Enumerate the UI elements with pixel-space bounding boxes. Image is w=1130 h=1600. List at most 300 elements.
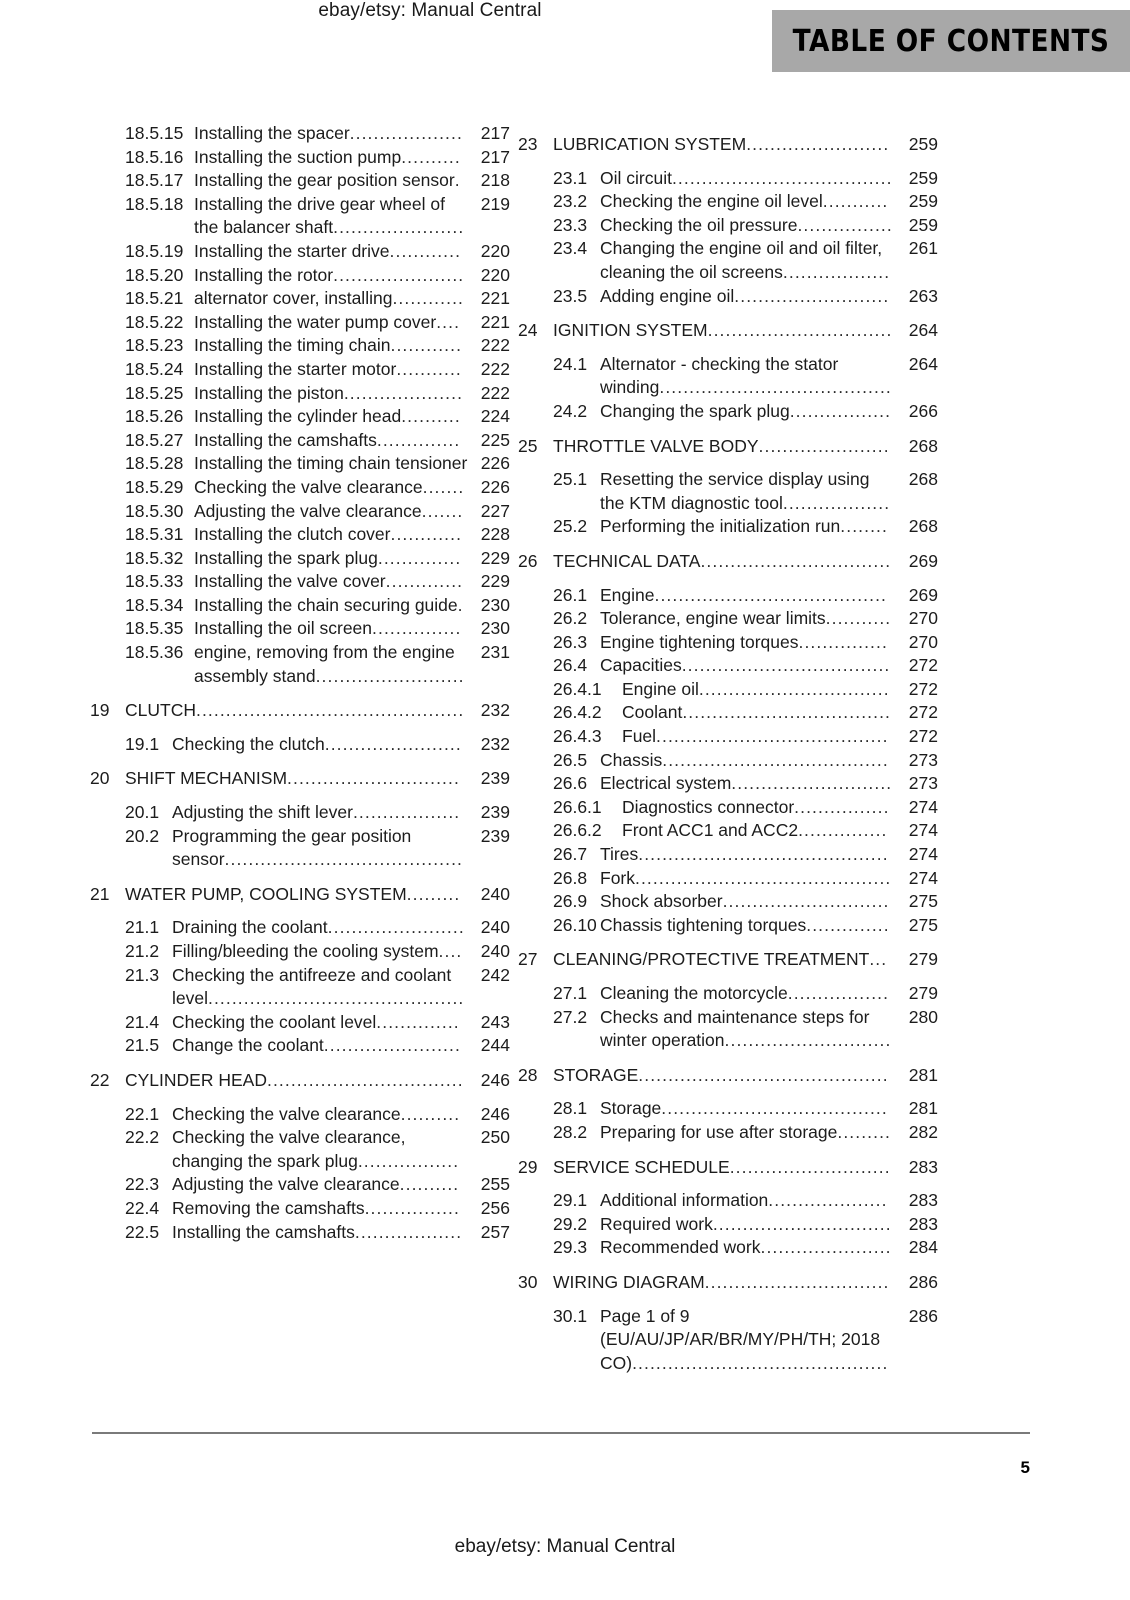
toc-entry-number: 18.5.15 [125,123,184,143]
toc-leader-dots: .......... [401,406,461,427]
toc-entry-page: 217 [480,146,510,167]
toc-entry-number: 24.2 [553,400,588,421]
toc-entry-label: Programming the gear position sensor [172,825,412,870]
toc-leader-dots: .................. [782,261,891,282]
toc-entry-page: 273 [908,749,938,770]
toc-entry-label: Installing the timing chain tensioner [194,453,468,474]
toc-entry[interactable] [90,240,510,264]
toc-entry-label: Installing the spacer [194,123,350,143]
toc-entry[interactable] [90,358,510,382]
toc-entry-label: Chassis [600,749,663,770]
toc-entry-number: 26.8 [553,867,588,888]
toc-entry-number: 22.2 [125,1127,160,1148]
toc-entry-page: 259 [908,167,938,188]
toc-entry-page: 283 [908,1213,938,1234]
toc-entry[interactable] [518,584,938,608]
toc-entry-number: 18.5.25 [125,382,184,403]
toc-entry-label: Installing the spark plug [194,547,378,568]
toc-entry[interactable] [518,1006,938,1053]
toc-leader-dots: ................ [794,796,890,817]
toc-entry-page: 283 [908,1156,938,1177]
toc-entry-page: 275 [908,914,938,935]
toc-leader-dots: ................................ [698,678,890,699]
toc-leader-dots: ........... [825,608,892,629]
toc-leader-dots: ........................................... [208,988,465,1009]
toc-entry-number: 22.4 [125,1197,160,1218]
toc-entry-page: 226 [480,476,510,497]
toc-leader-dots: ................. [789,400,892,421]
toc-entry[interactable] [518,515,938,539]
toc-entry[interactable] [518,319,938,343]
toc-entry-label: IGNITION SYSTEM [553,320,708,341]
toc-entry[interactable] [518,1271,938,1295]
toc-entry[interactable] [518,237,938,284]
toc-entry-number: 21.1 [125,917,160,938]
toc-leader-dots: .................. [354,1221,463,1242]
toc-entry-page: 255 [480,1174,510,1195]
toc-entry[interactable] [90,733,510,757]
toc-entry-number: 26.3 [553,631,588,652]
toc-leader-dots: .................. [782,492,891,513]
toc-entry-label: Change the coolant [172,1035,324,1056]
toc-entry-number: 22 [90,1069,110,1090]
toc-entry-number: 27.2 [553,1006,588,1027]
toc-leader-dots: .... [438,941,463,961]
toc-entry-label: Front ACC1 and ACC2 [622,820,799,841]
toc-entry-label: Adjusting the shift lever [172,802,353,823]
toc-entry[interactable] [518,914,938,938]
toc-leader-dots: ......... [837,1121,892,1142]
toc-entry-number: 19.1 [125,733,160,754]
toc-entry-number: 18.5.21 [125,288,184,309]
toc-entry[interactable] [518,435,938,459]
toc-entry-label: Capacities [600,655,682,676]
toc-entry[interactable] [518,772,938,796]
toc-entry-label: Installing the gear position sensor [194,170,455,191]
toc-entry-page: 239 [480,768,510,789]
toc-leader-dots: ............................................. [195,700,465,721]
toc-entry-page: 229 [480,547,510,568]
toc-entry-page: 222 [480,335,510,356]
toc-entry[interactable] [518,654,938,678]
toc-entry-page: 264 [908,353,938,374]
toc-entry-label: Engine oil [622,678,699,699]
toc-leader-dots: ............ [390,335,463,356]
toc-entry[interactable] [518,867,938,891]
toc-leader-dots: ...................... [760,1237,892,1258]
toc-leader-dots: ........................................... [635,867,892,888]
toc-entry[interactable] [90,122,510,146]
toc-entry-number: 18.5.36 [125,642,184,663]
toc-entry-label: Installing the starter motor [194,358,397,379]
toc-entry[interactable] [90,825,510,872]
toc-entry[interactable] [90,405,510,429]
toc-entry-page: 222 [480,358,510,379]
toc-entry-label: Additional information [600,1190,769,1211]
toc-leader-dots: ............................... [707,320,893,341]
toc-entry[interactable] [518,607,938,631]
toc-leader-dots: ............. [385,571,464,592]
top-watermark: ebay/etsy: Manual Central [318,0,542,21]
toc-entry-page: 269 [908,550,938,571]
toc-leader-dots: ...................... [758,435,890,456]
toc-entry[interactable] [518,190,938,214]
toc-entry-number: 18.5.34 [125,594,184,615]
toc-entry-page: 256 [480,1197,510,1218]
toc-entry-label: Engine tightening torques [600,631,799,652]
toc-entry[interactable] [90,883,510,907]
toc-entry-page: 239 [480,825,510,846]
toc-entry-label: Diagnostics connector [622,796,795,817]
toc-entry[interactable] [90,1221,510,1245]
toc-entry-page: 274 [908,796,938,817]
toc-leader-dots: ....................... [323,1035,461,1056]
toc-entry[interactable] [518,678,938,702]
toc-entry[interactable] [90,334,510,358]
toc-entry-page: 286 [908,1305,938,1326]
toc-entry[interactable] [90,311,510,335]
toc-column-right [518,122,938,1375]
toc-entry-number: 18.5.24 [125,358,184,379]
toc-entry-label: Resetting the service display using the KTM diagnostic tool [600,469,870,513]
toc-entry-label: Checking the antifreeze and coolant level [172,964,452,1009]
toc-entry-label: engine, removing from the engine assembly stand [194,642,455,686]
toc-leader-dots: ....................................... [659,377,892,398]
toc-leader-dots: ........................................ [224,849,464,870]
toc-entry-page: 244 [480,1035,510,1056]
toc-leader-dots: .......... [399,1174,460,1195]
toc-entry-number: 22.1 [125,1103,160,1124]
toc-entry-label: Checking the engine oil level [600,191,823,212]
toc-entry[interactable] [518,468,938,515]
toc-entry-label: THROTTLE VALVE BODY [553,435,759,456]
toc-leader-dots: ...................................... [661,1098,888,1119]
toc-leader-dots: . [454,170,461,191]
toc-entry-page: 283 [908,1190,938,1211]
toc-entry-label: Installing the starter drive [194,240,390,261]
toc-entry[interactable] [90,193,510,240]
footer-divider [92,1432,1030,1434]
toc-entry[interactable] [90,1197,510,1221]
toc-entry[interactable] [518,1305,938,1376]
toc-entry-label: alternator cover, installing [194,288,393,309]
toc-leader-dots: ...................................... [662,749,889,770]
toc-entry[interactable] [518,796,938,820]
toc-entry-label: Preparing for use after storage [600,1121,838,1142]
toc-entry[interactable] [518,353,938,400]
toc-entry-page: 270 [908,608,938,629]
toc-column-left [90,122,510,1244]
toc-entry[interactable] [90,801,510,825]
toc-entry-label: Filling/bleeding the cooling system [172,941,439,961]
toc-entry-label: Adjusting the valve clearance [194,500,422,521]
toc-entry[interactable] [90,1034,510,1058]
toc-leader-dots: .......................... [734,285,890,306]
toc-entry-number: 18.5.35 [125,618,184,639]
toc-entry[interactable] [90,146,510,170]
toc-entry[interactable] [90,699,510,723]
toc-entry[interactable] [90,767,510,791]
toc-entry[interactable] [518,819,938,843]
toc-entry-label: Engine [600,584,655,605]
toc-leader-dots: .......................................... [638,844,889,865]
toc-entry-page: 246 [480,1103,510,1124]
toc-entry[interactable] [518,1156,938,1180]
toc-entry[interactable] [518,948,938,972]
toc-entry-label: SERVICE SCHEDULE [553,1156,730,1177]
toc-entry-number: 26.6 [553,773,588,794]
toc-entry-page: 272 [908,702,938,723]
toc-entry-number: 22.5 [125,1221,160,1242]
toc-entry[interactable] [518,1213,938,1237]
toc-entry-page: 243 [480,1011,510,1032]
toc-entry-number: 26.7 [553,844,588,865]
toc-entry-page: 274 [908,867,938,888]
toc-entry-page: 220 [480,264,510,285]
toc-entry[interactable] [518,631,938,655]
toc-entry-page: 219 [480,193,510,214]
toc-entry-number: 23.3 [553,214,588,235]
toc-entry[interactable] [90,916,510,940]
toc-leader-dots: ....................................... [656,726,889,747]
toc-entry-page: 275 [908,891,938,912]
toc-entry[interactable] [90,617,510,641]
toc-entry[interactable] [90,641,510,688]
toc-leader-dots: ................ [797,214,893,235]
toc-entry-label: Removing the camshafts [172,1197,365,1218]
toc-leader-dots: ............ [389,240,462,261]
toc-entry[interactable] [518,1097,938,1121]
toc-entry-number: 26.6.2 [553,820,602,841]
toc-entry-number: 18.5.18 [125,193,184,214]
toc-entry[interactable] [90,264,510,288]
toc-entry-label: Page 1 of 9 (EU/AU/JP/AR/BR/MY/PH/TH; 2018 CO) [600,1305,881,1373]
toc-entry-page: 263 [908,285,938,306]
toc-entry[interactable] [90,594,510,618]
toc-entry-number: 20 [90,768,110,789]
toc-leader-dots: .................... [343,382,464,403]
toc-entry-number: 27.1 [553,983,588,1003]
toc-entry[interactable] [90,547,510,571]
toc-entry-number: 25 [518,435,538,456]
toc-entry-page: 274 [908,820,938,841]
toc-entry-page: 261 [908,238,938,259]
toc-entry[interactable] [90,1126,510,1173]
toc-entry-number: 18.5.33 [125,571,184,592]
toc-leader-dots: ......... [406,883,461,904]
toc-entry-page: 272 [908,678,938,699]
toc-entry-number: 26 [518,550,538,571]
toc-leader-dots: ........................... [731,773,893,794]
toc-leader-dots: . [457,594,464,615]
toc-entry-page: 259 [908,214,938,235]
toc-entry[interactable] [518,1189,938,1213]
toc-entry-label: TECHNICAL DATA [553,550,701,571]
toc-entry-label: Installing the camshafts [194,429,377,450]
toc-entry-page: 268 [908,516,938,537]
toc-leader-dots: ......................... [315,665,465,686]
toc-entry-number: 26.9 [553,891,588,912]
toc-entry-number: 30.1 [553,1305,588,1326]
toc-entry-label: Installing the water pump cover [194,311,437,332]
toc-entry[interactable] [518,982,938,1006]
page-title: TABLE OF CONTENTS [792,23,1110,59]
toc-entry-number: 26.2 [553,608,588,629]
toc-leader-dots: ....... [422,476,465,497]
toc-entry-number: 18.5.27 [125,429,184,450]
toc-entry-label: Tires [600,844,639,865]
toc-entry-number: 29 [518,1156,538,1177]
toc-entry-label: Installing the chain securing guide [194,594,458,615]
toc-entry-number: 28.1 [553,1098,588,1119]
toc-entry-number: 19 [90,700,110,721]
toc-entry-page: 218 [480,170,510,191]
toc-leader-dots: ................. [357,1150,460,1171]
toc-entry-number: 29.2 [553,1213,588,1234]
toc-leader-dots: ............ [392,288,464,309]
toc-entry-number: 26.5 [553,749,588,770]
toc-entry[interactable] [90,287,510,311]
toc-entry-number: 26.6.1 [553,796,602,817]
toc-leader-dots: ....................... [327,917,465,938]
toc-leader-dots: ............... [372,618,462,639]
toc-entry[interactable] [90,1173,510,1197]
toc-leader-dots: ................................ [700,550,892,571]
toc-entry[interactable] [518,167,938,191]
toc-entry-number: 18.5.20 [125,264,184,285]
toc-entry-number: 24 [518,320,538,341]
toc-entry-page: 217 [480,123,510,143]
toc-entry-label: CLEANING/PROTECTIVE TREATMENT [553,949,870,970]
toc-entry[interactable] [518,749,938,773]
toc-entry[interactable] [518,701,938,725]
toc-leader-dots: ............... [798,820,888,841]
toc-entry-label: Alternator - checking the stator winding [600,353,839,398]
toc-entry-page: 284 [908,1237,938,1258]
toc-entry[interactable] [90,452,510,476]
toc-entry-number: 27 [518,949,538,970]
toc-entry[interactable] [90,500,510,524]
bottom-watermark: ebay/etsy: Manual Central [454,1536,676,1557]
toc-entry-number: 21.2 [125,941,160,961]
toc-leader-dots: .................. [352,802,461,823]
toc-entry[interactable] [518,133,938,157]
toc-entry[interactable] [90,429,510,453]
toc-entry-page: 221 [480,288,510,309]
toc-entry-page: 230 [480,594,510,615]
toc-entry-label: CLUTCH [125,700,196,721]
toc-entry-label: Checking the valve clearance [194,476,423,497]
toc-entry-label: STORAGE [553,1064,639,1085]
toc-entry-page: 279 [908,949,938,970]
toc-entry-label: SHIFT MECHANISM [125,768,288,789]
toc-entry[interactable] [518,1064,938,1088]
toc-entry[interactable] [518,400,938,424]
toc-entry-label: Recommended work [600,1237,761,1258]
toc-leader-dots: .... [436,311,461,332]
toc-entry-page: 250 [480,1127,510,1148]
toc-entry-number: 18.5.23 [125,335,184,356]
toc-entry-page: 242 [480,964,510,985]
toc-entry-page: 281 [908,1098,938,1119]
toc-entry[interactable] [90,1069,510,1093]
toc-leader-dots: ........................ [746,134,890,154]
page-number: 5 [1020,1458,1030,1477]
toc-entry-label: LUBRICATION SYSTEM [553,134,747,154]
toc-entry-label: Oil circuit [600,167,672,188]
toc-entry-number: 18.5.31 [125,524,184,545]
toc-entry-page: 266 [908,400,938,421]
toc-entry-page: 228 [480,524,510,545]
toc-entry-number: 18.5.17 [125,170,184,191]
toc-entry[interactable] [518,285,938,309]
toc-entry-page: 259 [908,191,938,212]
toc-entry-label: Cleaning the motorcycle [600,983,788,1003]
toc-leader-dots: ................... [349,123,463,143]
toc-entry-label: Checks and maintenance steps for winter operation [600,1006,870,1051]
toc-entry[interactable] [90,169,510,193]
toc-entry[interactable] [518,550,938,574]
toc-entry-label: Installing the rotor [194,264,334,285]
toc-entry[interactable] [518,1121,938,1145]
toc-entry[interactable] [90,964,510,1011]
toc-entry-page: 272 [908,655,938,676]
toc-leader-dots: .......... [401,146,461,167]
toc-entry-number: 20.2 [125,825,160,846]
toc-entry-page: 231 [480,642,510,663]
toc-entry[interactable] [518,843,938,867]
toc-leader-dots: .......... [400,1103,461,1124]
toc-entry-number: 18.5.29 [125,476,184,497]
toc-entry-label: Performing the initialization run [600,516,841,537]
toc-entry[interactable] [518,725,938,749]
toc-entry[interactable] [90,1011,510,1035]
toc-entry-label: Installing the timing chain [194,335,391,356]
toc-entry-page: 232 [480,733,510,754]
toc-leader-dots: ............................. [287,768,460,789]
toc-entry-label: Draining the coolant [172,917,328,938]
toc-entry[interactable] [90,476,510,500]
toc-entry[interactable] [90,1103,510,1127]
table-of-contents-banner [772,10,1130,72]
toc-leader-dots: ............... [798,631,888,652]
toc-leader-dots: ................................. [266,1069,464,1090]
toc-entry-page: 257 [480,1221,510,1242]
toc-entry-label: Changing the engine oil and oil filter, cleaning the oil screens [600,238,883,282]
toc-entry-number: 23.5 [553,285,588,306]
toc-entry[interactable] [518,890,938,914]
toc-leader-dots: .......................................... [638,1064,889,1085]
toc-entry-page: 264 [908,320,938,341]
toc-entry[interactable] [518,214,938,238]
toc-entry[interactable] [90,523,510,547]
toc-entry-number: 25.2 [553,516,588,537]
toc-entry[interactable] [90,382,510,406]
toc-entry-page: 222 [480,382,510,403]
toc-leader-dots: ........ [840,516,888,537]
toc-entry[interactable] [518,1236,938,1260]
toc-entry-page: 282 [908,1121,938,1142]
toc-entry-number: 23.4 [553,238,588,259]
toc-entry-page: 274 [908,844,938,865]
toc-entry-label: Checking the clutch [172,733,325,754]
toc-entry-page: 272 [908,726,938,747]
toc-entry[interactable] [90,940,510,964]
toc-entry-number: 21.4 [125,1011,160,1032]
toc-leader-dots: ............................... [704,1271,890,1292]
toc-entry-page: 281 [908,1064,938,1085]
toc-entry[interactable] [90,570,510,594]
